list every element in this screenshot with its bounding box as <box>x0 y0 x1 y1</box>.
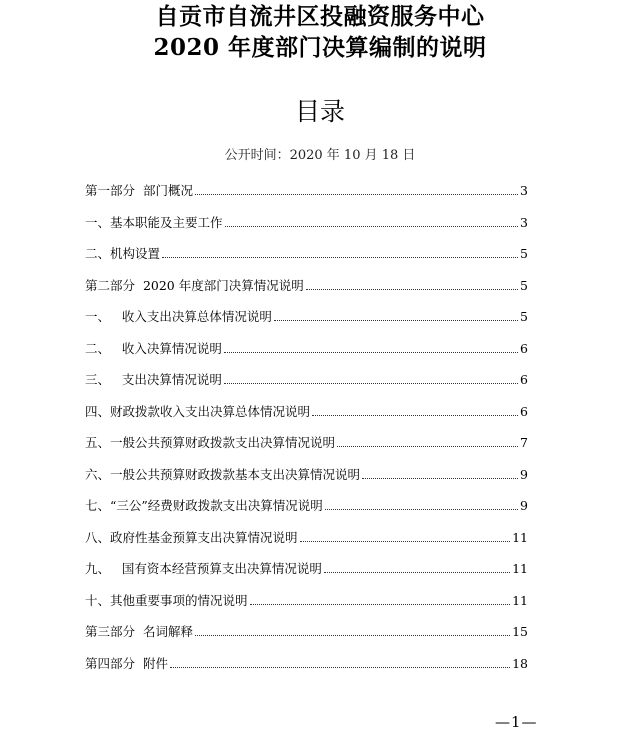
toc-leader-dots <box>162 256 518 258</box>
toc-leader-dots <box>195 634 510 636</box>
toc-entry-page: 3 <box>520 214 528 230</box>
toc-entry-page: 9 <box>520 466 528 482</box>
toc-entry-text: 二、机构设置 <box>85 246 161 261</box>
toc-leader-dots <box>312 414 518 416</box>
toc-entry-text: 十、其他重要事项的情况说明 <box>85 592 248 608</box>
toc-entry[interactable] <box>85 587 528 619</box>
toc-entry-page: 11 <box>512 561 528 576</box>
toc-leader-dots <box>306 288 518 290</box>
toc-entry-page: 11 <box>512 592 528 608</box>
page-number: —1— <box>495 713 538 731</box>
toc-entry-page: 6 <box>520 372 528 387</box>
toc-entry-page: 5 <box>520 309 528 324</box>
toc-leader-dots <box>324 571 510 573</box>
toc-leader-dots <box>250 603 511 605</box>
toc-entry-text: 三、 支出决算情况说明 <box>85 372 222 387</box>
toc-entry-text: 七、“三公”经费财政拨款支出决算情况说明 <box>85 498 323 513</box>
toc-entry-page: 5 <box>520 277 528 293</box>
toc-entry[interactable] <box>85 618 528 650</box>
toc-leader-dots <box>224 382 518 384</box>
toc-entry[interactable] <box>85 209 528 241</box>
toc-entry[interactable] <box>85 555 528 587</box>
toc-leader-dots <box>195 193 518 195</box>
toc-entry-text: 一、基本职能及主要工作 <box>85 214 223 230</box>
toc-entry-page: 3 <box>520 183 528 198</box>
toc-entry[interactable] <box>85 492 528 524</box>
toc-leader-dots <box>170 666 510 668</box>
toc-entry-page: 6 <box>520 340 528 356</box>
toc-entry-page: 6 <box>520 403 528 419</box>
document-title-line-1: 自贡市自流井区投融资服务中心 <box>155 3 485 30</box>
toc-entry-page: 7 <box>520 435 528 450</box>
toc-entry-page: 18 <box>512 655 528 671</box>
toc-entry-text: 四、财政拨款收入支出决算总体情况说明 <box>85 403 311 419</box>
toc-entry-text: 第二部分 2020 年度部门决算情况说明 <box>85 277 304 293</box>
toc-entry[interactable] <box>85 398 528 430</box>
toc-entry[interactable] <box>85 461 528 493</box>
toc-leader-dots <box>274 319 518 321</box>
toc-entry-text: 一、 收入支出决算总体情况说明 <box>85 309 272 324</box>
toc-entry-text: 第四部分 附件 <box>85 655 168 671</box>
toc-entry-text: 二、 收入决算情况说明 <box>85 340 222 356</box>
toc-leader-dots <box>337 445 518 447</box>
toc-entry[interactable] <box>85 366 528 398</box>
table-of-contents <box>85 177 528 681</box>
toc-entry-text: 第一部分 部门概况 <box>85 183 193 198</box>
toc-entry-page: 5 <box>520 246 528 261</box>
toc-entry[interactable] <box>85 303 528 335</box>
toc-entry[interactable] <box>85 429 528 461</box>
toc-entry-text: 八、政府性基金预算支出决算情况说明 <box>85 529 298 545</box>
toc-heading: 目录 <box>294 97 345 126</box>
toc-entry-page: 15 <box>512 624 528 639</box>
toc-entry-text: 第三部分 名词解释 <box>85 624 193 639</box>
document-title-line-2: 2020 年度部门决算编制的说明 <box>153 34 487 61</box>
toc-entry[interactable] <box>85 650 528 682</box>
toc-entry[interactable] <box>85 177 528 209</box>
toc-entry[interactable] <box>85 240 528 272</box>
toc-leader-dots <box>300 540 511 542</box>
toc-leader-dots <box>225 225 519 227</box>
toc-entry-page: 11 <box>512 529 528 545</box>
toc-entry-page: 9 <box>520 498 528 513</box>
toc-entry-text: 九、 国有资本经营预算支出决算情况说明 <box>85 561 322 576</box>
toc-entry[interactable] <box>85 335 528 367</box>
publish-date: 公开时间：2020 年 10 月 18 日 <box>224 148 416 163</box>
toc-entry-text: 五、一般公共预算财政拨款支出决算情况说明 <box>85 435 336 450</box>
toc-entry[interactable] <box>85 524 528 556</box>
toc-leader-dots <box>325 508 518 510</box>
toc-entry-text: 六、一般公共预算财政拨款基本支出决算情况说明 <box>85 466 361 482</box>
toc-entry[interactable] <box>85 272 528 304</box>
toc-leader-dots <box>362 477 518 479</box>
toc-leader-dots <box>224 351 518 353</box>
